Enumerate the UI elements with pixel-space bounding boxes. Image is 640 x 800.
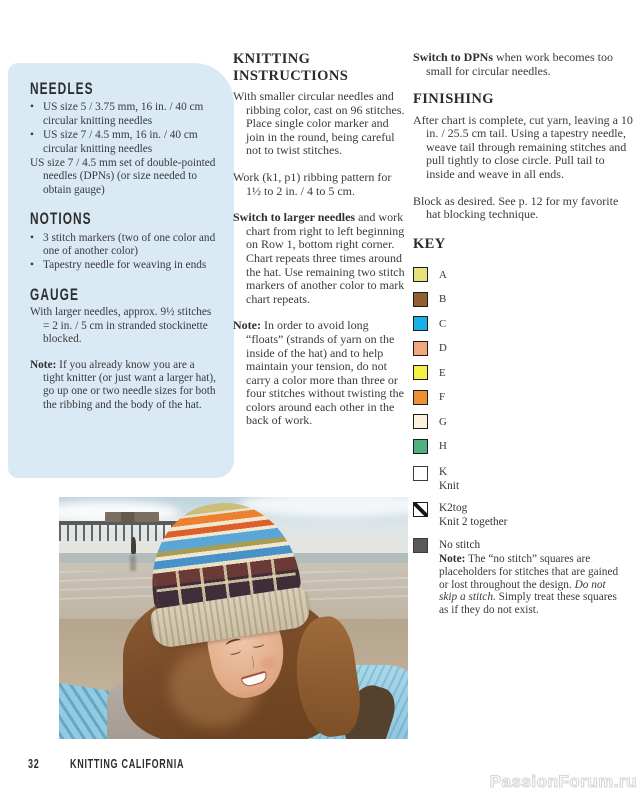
finishing-p1: After chart is complete, cut yarn, leaving a 10 in. / 25.5 cm tail. Using a tapestry needle, weave tail through remaining stitches and pull tightly to close circle. Pull tail to inside and weave in all ends.: [413, 112, 633, 182]
notions-heading: NOTIONS: [30, 210, 92, 229]
gauge-body: With larger needles, approx. 9½ stitches = 2 in. / 5 cm in stranded stockinette blocked.: [30, 306, 212, 346]
instructions-p1: With smaller circular needles and ribbing color, cast on 96 stitches. Place single color marker and join in the round, being careful not to twist stitches.: [233, 89, 405, 158]
color-swatch-g: [413, 414, 428, 429]
knit-abbr: K: [439, 466, 448, 479]
dpn-paragraph: Switch to DPNs when work becomes too small for circular needles.: [413, 50, 613, 78]
nose: [245, 656, 256, 671]
cheek-blush: [259, 655, 277, 670]
color-swatch-a: [413, 267, 428, 282]
k2tog-abbr: K2tog: [439, 502, 468, 515]
notions-section: [30, 210, 218, 273]
instructions-p2: Work (k1, p1) ribbing pattern for 1½ to 2 in. / 4 to 5 cm.: [233, 169, 392, 198]
color-swatch-e: [413, 365, 428, 380]
list-item: • Tapestry needle for weaving in ends: [30, 259, 218, 272]
list-item: • US size 7 / 4.5 mm, 16 in. / 40 cm circular knitting needles: [30, 129, 218, 156]
no-stitch-label: No stitch: [439, 538, 481, 551]
smile: [240, 671, 268, 689]
list-item: • 3 stitch markers (two of one color and one of another color): [30, 232, 218, 259]
finishing-heading: FINISHING: [413, 91, 494, 108]
instructions-p3: Switch to larger needles and work chart from right to left beginning on Row 1, bottom right corner. Chart repeats three times around the hat. Use remaining two stitch markers of another color to mark chart repeats.: [233, 210, 405, 306]
needles-section: [30, 80, 218, 197]
no-stitch-swatch: [413, 538, 428, 553]
person-reflection: [130, 555, 136, 571]
key-row-b: B: [413, 287, 633, 312]
instructions-column: [233, 51, 407, 441]
needles-heading: NEEDLES: [30, 80, 94, 98]
color-swatch-b: [413, 292, 428, 307]
beach-photo: [59, 497, 408, 739]
knit-desc: Knit: [439, 479, 460, 492]
knit-hat: [143, 497, 309, 652]
k2tog-desc: Knit 2 together: [439, 515, 508, 528]
no-stitch-note: Note: The “no stitch” squares are placeholders for stitches that are gained or lost throughout the design. Do not skip a stitch. Simply treat these squares as if they do not exist.: [439, 553, 619, 616]
key-row-k2tog: [413, 502, 633, 529]
eye: [229, 648, 242, 656]
bold-lead: Switch to larger needles: [233, 210, 356, 225]
knitting-instructions-heading: KNITTING INSTRUCTIONS: [233, 51, 349, 84]
book-title: KNITTING CALIFORNIA: [69, 757, 185, 771]
knit-swatch: [413, 466, 428, 481]
key-row-knit: [413, 466, 633, 493]
gauge-note: Note: If you already know you are a tight knitter (or just want a larger hat), go up one or two needle sizes for both the ribbing and the body of the hat.: [30, 358, 216, 411]
color-key-list: [413, 262, 633, 616]
color-swatch-f: [413, 390, 428, 405]
list-item: • US size 5 / 3.75 mm, 16 in. / 40 cm circular knitting needles: [30, 101, 218, 128]
key-row-h: H: [413, 434, 633, 459]
watermark: PassionForum.ru: [489, 772, 637, 791]
color-swatch-h: [413, 439, 428, 454]
k2tog-swatch: [413, 502, 428, 517]
key-heading: KEY: [413, 235, 446, 252]
color-swatch-c: [413, 316, 428, 331]
page-footer: [28, 757, 228, 771]
finishing-column: [413, 51, 633, 626]
needles-list: [30, 101, 218, 156]
bold-lead: Switch to DPNs: [413, 50, 493, 64]
key-row-no-stitch: [413, 538, 633, 616]
gauge-heading: GAUGE: [30, 285, 79, 304]
note-lead: Note:: [233, 318, 261, 333]
key-row-a: A: [413, 262, 633, 287]
person-silhouette: [131, 537, 136, 554]
gauge-section: [30, 285, 218, 412]
needles-extra: US size 7 / 4.5 mm set of double-pointed needles (DPNs) (or size needed to obtain gauge): [30, 157, 216, 196]
note-lead: Note:: [30, 358, 57, 371]
finishing-p2: Block as desired. See p. 12 for my favorite hat blocking technique.: [413, 193, 619, 222]
key-row-e: E: [413, 360, 633, 385]
instructions-note: Note: In order to avoid long “floats” (strands of yarn on the inside of the hat) and to help maintain your tension, do not carry a color more than three or four stitches without twisting the colors around each other in the back of work.: [233, 318, 404, 428]
color-swatch-d: [413, 341, 428, 356]
page-number: 32: [28, 757, 40, 771]
key-row-c: C: [413, 311, 633, 336]
note-lead: Note:: [439, 553, 466, 566]
materials-panel: [8, 63, 234, 478]
key-row-d: D: [413, 336, 633, 361]
notions-list: [30, 232, 218, 273]
eye: [252, 641, 265, 648]
key-row-g: G: [413, 409, 633, 434]
key-row-f: F: [413, 385, 633, 410]
